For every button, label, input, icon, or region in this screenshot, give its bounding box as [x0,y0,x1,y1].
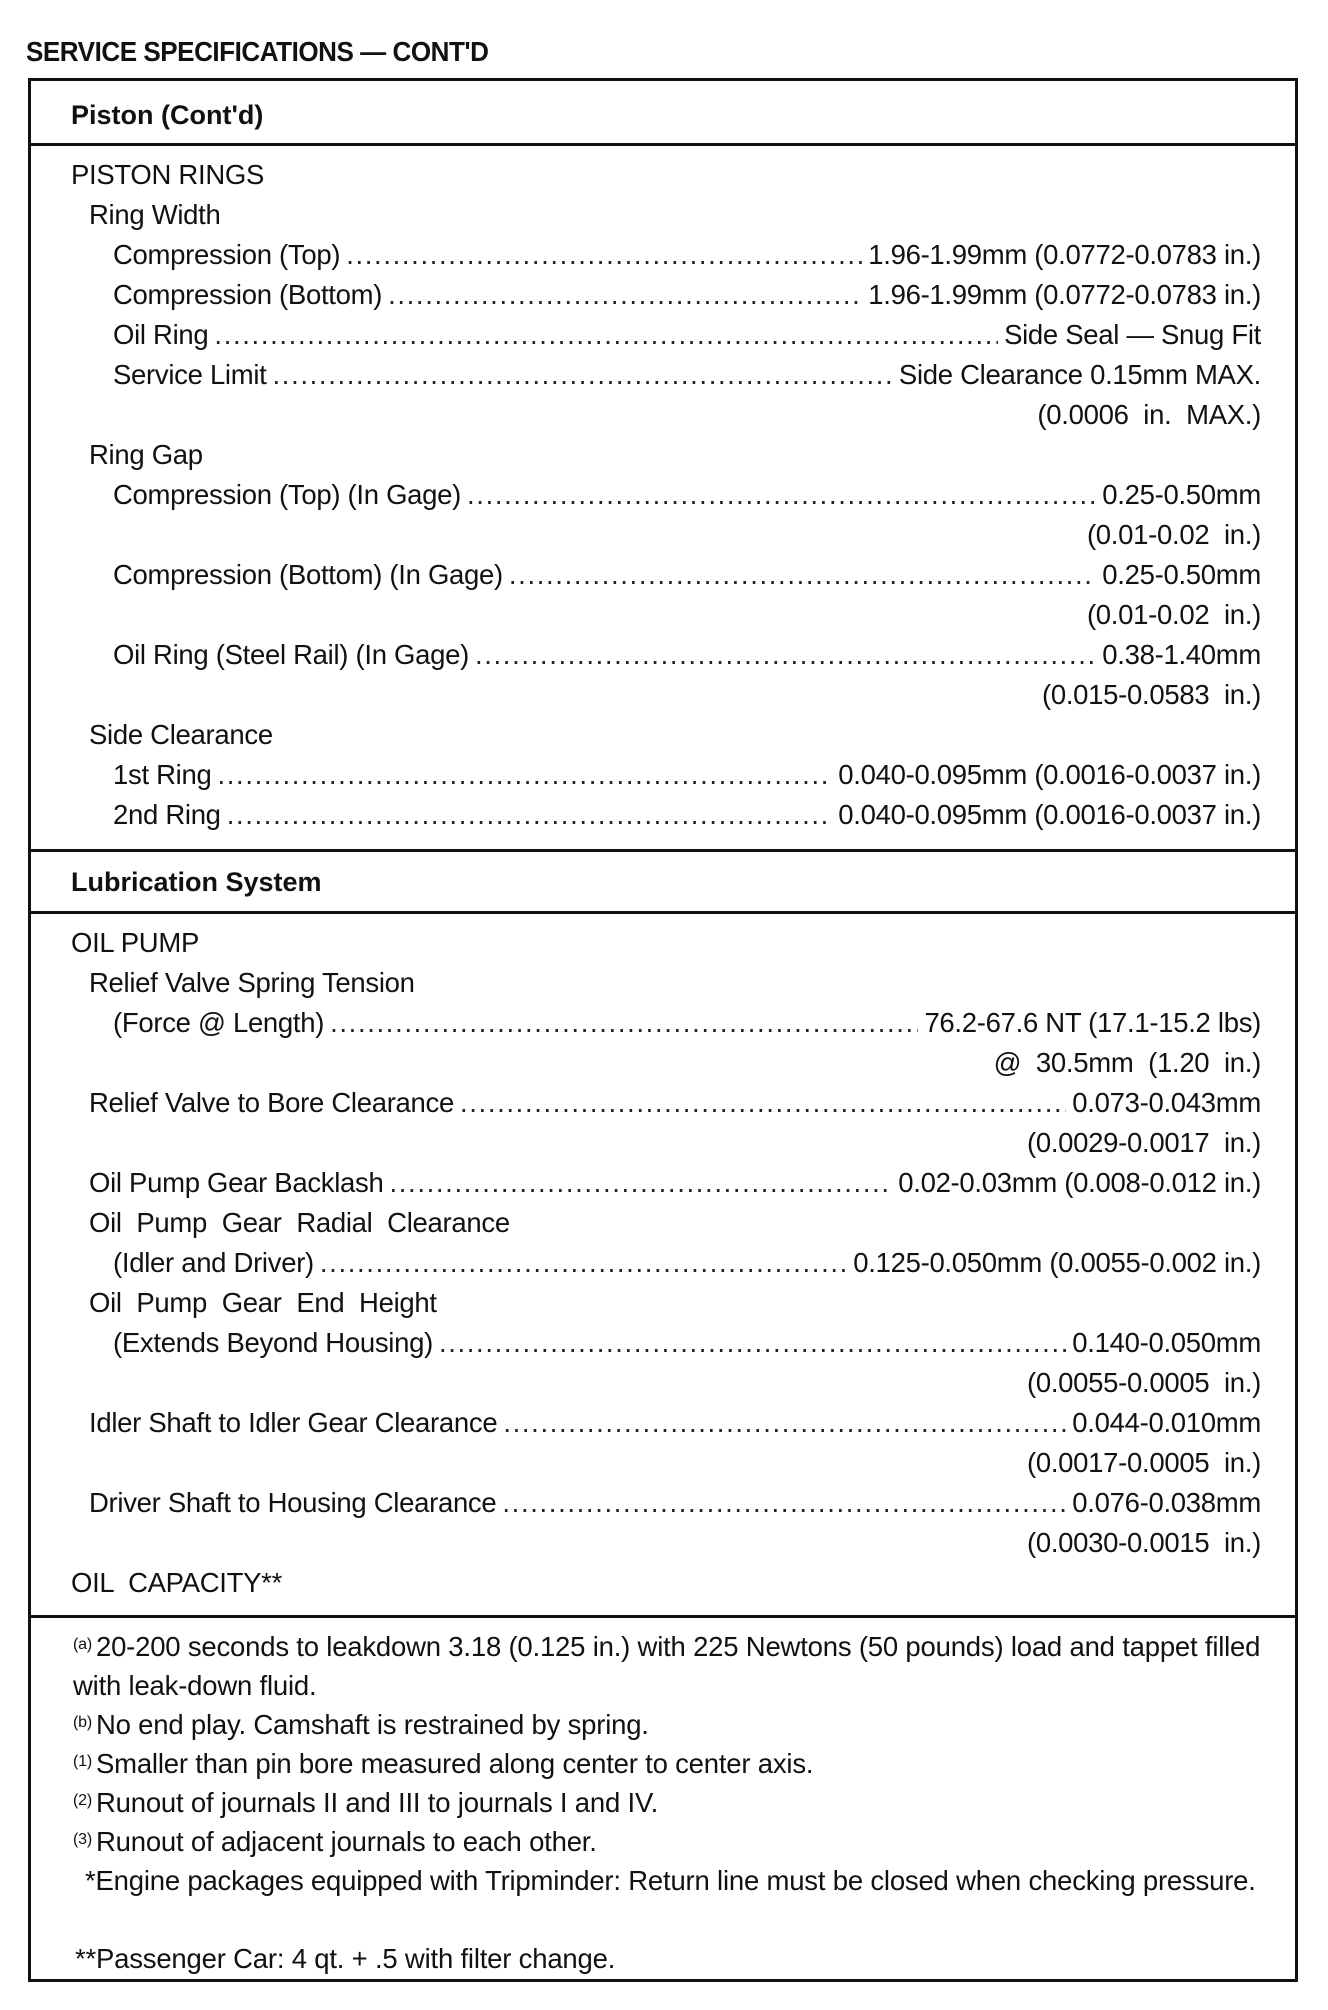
spec-value: 0.140-0.050mm [1072,1327,1261,1358]
footnote-text: 20-200 seconds to leakdown 3.18 (0.125 in.) with 225 Newtons (50 pounds) load and tappet filled with leak-down fluid. [73,1631,1261,1701]
footnote-marker: (3) [73,1831,92,1848]
spec-value: 76.2-67.6 NT (17.1-15.2 lbs) [924,1007,1261,1038]
spec-value: 0.02-0.03mm (0.008-0.012 in.) [898,1167,1261,1198]
spec-row-gap-compression-top [113,475,1261,515]
spec-value-continued: (0.0017-0.0005 in.) [1026,1447,1261,1478]
footnote-text: No end play. Camshaft is restrained by spring. [95,1709,649,1740]
spec-value-continued: (0.0055-0.0005 in.) [1026,1367,1261,1398]
ring-gap-heading: Ring Gap [89,439,203,470]
spec-label: Relief Valve to Bore Clearance [89,1087,454,1118]
spec-row-end-height [113,1323,1261,1363]
relief-spring-heading: Relief Valve Spring Tension [89,967,415,998]
spec-label: 2nd Ring [113,799,221,830]
spec-value: 0.073-0.043mm [1072,1087,1261,1118]
spec-label: 1st Ring [113,759,212,790]
footnote-double-star: **Passenger Car: 4 qt. + .5 with filter change. [75,1943,616,1974]
spec-value: Side Seal — Snug Fit [1004,319,1261,350]
spec-row-driver-shaft [89,1483,1261,1523]
spec-row-service-limit [113,355,1261,395]
page-title: SERVICE SPECIFICATIONS — CONT'D [26,36,489,67]
spec-value: 0.076-0.038mm [1072,1487,1261,1518]
spec-row-compression-bottom [113,275,1261,315]
footnote-text: Runout of journals II and III to journals I and IV. [95,1787,659,1818]
divider [31,143,1295,146]
spec-value-continued: (0.01-0.02 in.) [1086,519,1261,550]
radial-clearance-heading: Oil Pump Gear Radial Clearance [89,1207,510,1238]
spec-label: Service Limit [113,359,267,390]
footnote-text: Runout of adjacent journals to each other. [95,1826,597,1857]
spec-row-gap-compression-bottom [113,555,1261,595]
spec-value: 0.38-1.40mm [1102,639,1261,670]
spec-label: Oil Ring [113,319,209,350]
spec-label: Compression (Top) [113,239,341,270]
footnote-marker: (a) [73,1636,92,1653]
spec-value: 0.25-0.50mm [1102,479,1261,510]
spec-value: 0.044-0.010mm [1072,1407,1261,1438]
footnote-3 [73,1822,1273,1861]
spec-label: (Idler and Driver) [113,1247,314,1278]
side-clearance-heading: Side Clearance [89,719,273,750]
spec-value: 0.125-0.050mm (0.0055-0.002 in.) [853,1247,1261,1278]
spec-value: 1.96-1.99mm (0.0772-0.0783 in.) [868,279,1261,310]
spec-value-continued: @ 30.5mm (1.20 in.) [993,1047,1261,1078]
spec-value: 0.25-0.50mm [1102,559,1261,590]
divider [31,911,1295,914]
oil-capacity-heading: OIL CAPACITY** [71,1567,282,1598]
footnote-b [73,1705,1273,1744]
ring-width-heading: Ring Width [89,199,221,230]
spec-row-backlash [89,1163,1261,1203]
spec-row-idler-shaft [89,1403,1261,1443]
spec-row-relief-bore [89,1083,1261,1123]
footnote-2 [73,1783,1273,1822]
spec-label: Idler Shaft to Idler Gear Clearance [89,1407,498,1438]
footnote-marker: (1) [73,1753,92,1770]
spec-value-continued: (0.01-0.02 in.) [1086,599,1261,630]
footnote-a [73,1627,1273,1705]
spec-value: Side Clearance 0.15mm MAX. [898,359,1261,390]
spec-label: (Extends Beyond Housing) [113,1327,433,1358]
footnote-marker: (b) [73,1714,92,1731]
spec-value-continued: (0.015-0.0583 in.) [1041,679,1261,710]
spec-row-radial [113,1243,1261,1283]
spec-label: Compression (Bottom) (In Gage) [113,559,503,590]
footnote-1 [73,1744,1273,1783]
section-header-piston: Piston (Cont'd) [71,100,264,130]
spec-row-compression-top [113,235,1261,275]
spec-label: Compression (Bottom) [113,279,383,310]
spec-table [28,78,1298,1982]
spec-value: 1.96-1.99mm (0.0772-0.0783 in.) [868,239,1261,270]
spec-value: 0.040-0.095mm (0.0016-0.0037 in.) [838,759,1261,790]
spec-label: Compression (Top) (In Gage) [113,479,462,510]
spec-label: Oil Ring (Steel Rail) (In Gage) [113,639,469,670]
spec-label: Oil Pump Gear Backlash [89,1167,384,1198]
divider [31,1615,1295,1618]
spec-label: Driver Shaft to Housing Clearance [89,1487,497,1518]
spec-value-continued: (0.0006 in. MAX.) [1037,399,1261,430]
spec-label: (Force @ Length) [113,1007,325,1038]
piston-rings-heading: PISTON RINGS [71,159,265,190]
oil-pump-heading: OIL PUMP [71,927,199,958]
spec-row-first-ring [113,755,1261,795]
footnote-text: Smaller than pin bore measured along center to center axis. [95,1748,814,1779]
footnote-star: *Engine packages equipped with Tripminder: Return line must be closed when checking pressure. [85,1865,1256,1896]
spec-row-oil-ring [113,315,1261,355]
end-height-heading: Oil Pump Gear End Height [89,1287,437,1318]
spec-row-second-ring [113,795,1261,835]
spec-row-gap-oil-ring [113,635,1261,675]
section-header-lubrication: Lubrication System [71,867,322,897]
spec-value: 0.040-0.095mm (0.0016-0.0037 in.) [838,799,1261,830]
spec-row-relief-spring [113,1003,1261,1043]
spec-value-continued: (0.0030-0.0015 in.) [1026,1527,1261,1558]
spec-value-continued: (0.0029-0.0017 in.) [1026,1127,1261,1158]
footnote-marker: (2) [73,1792,92,1809]
